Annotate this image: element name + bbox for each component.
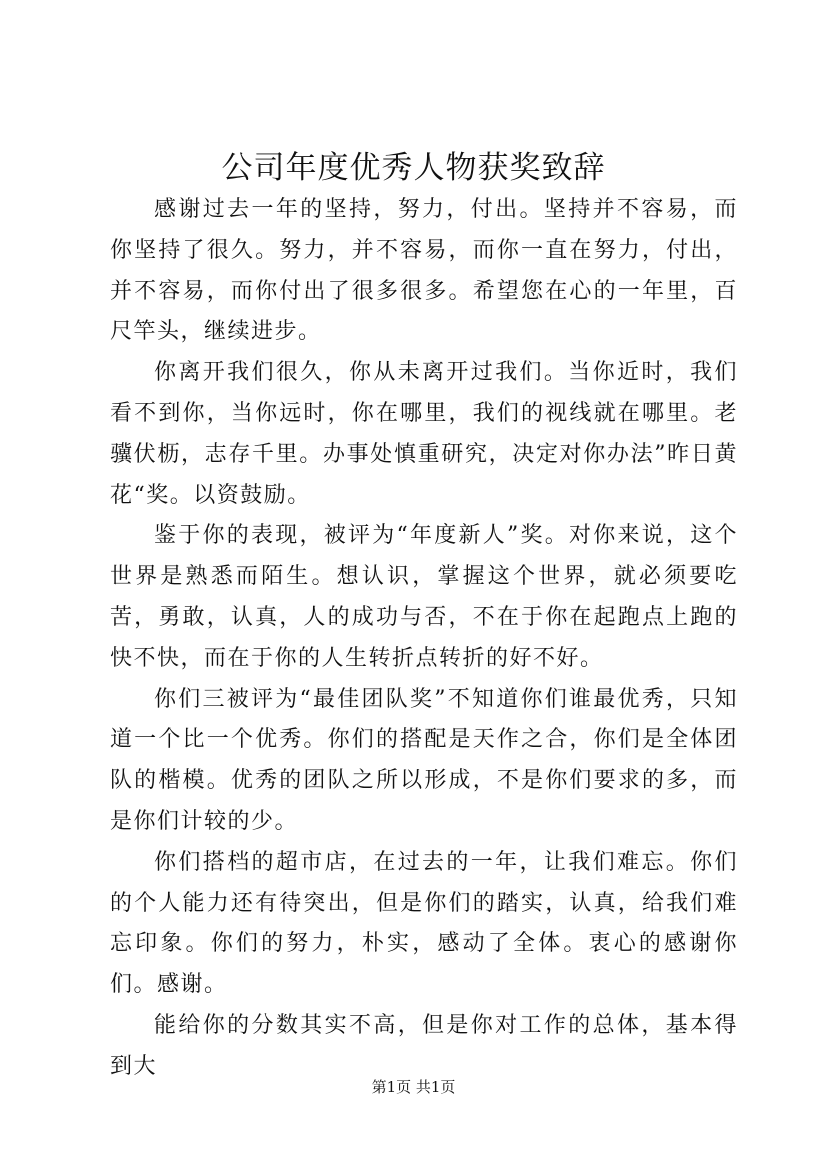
paragraph-4: 你们三被评为“最佳团队奖”不知道你们谁最优秀，只知道一个比一个优秀。你们的搭配是天作之合，你们是全体团队的楷模。优秀的团队之所以形成，不是你们要求的多，而是你们计较的少。 [110, 686, 738, 834]
document-body [110, 190, 738, 1088]
paragraph-1: 感谢过去一年的坚持，努力，付出。坚持并不容易，而你坚持了很久。努力，并不容易，而你一直在努力，付出，并不容易，而你付出了很多很多。希望您在心的一年里，百尺竿头，继续进步。 [110, 197, 738, 345]
paragraph-3: 鉴于你的表现，被评为“年度新人”奖。对你来说，这个世界是熟悉而陌生。想认识，掌握这个世界，就必须要吃苦，勇敢，认真，人的成功与否，不在于你在起跑点上跑的快不快，而在于你的人生转折点转折的好不好。 [110, 523, 738, 671]
document-title: 公司年度优秀人物获奖致辞 [221, 150, 606, 186]
paragraph-6: 能给你的分数其实不高，但是你对工作的总体，基本得到大 [110, 1012, 738, 1079]
paragraph-2: 你离开我们很久，你从未离开过我们。当你近时，我们看不到你，当你远时，你在哪里，我们的视线就在哪里。老骥伏枥，志存千里。办事处慎重研究，决定对你办法”昨日黄花“奖。以资鼓励。 [110, 360, 738, 508]
paragraph-5: 你们搭档的超市店，在过去的一年，让我们难忘。你们的个人能力还有待突出，但是你们的踏实，认真，给我们难忘印象。你们的努力，朴实，感动了全体。衷心的感谢你们。感谢。 [110, 849, 738, 998]
page-number-footer: 第1页 共1页 [371, 1078, 456, 1096]
